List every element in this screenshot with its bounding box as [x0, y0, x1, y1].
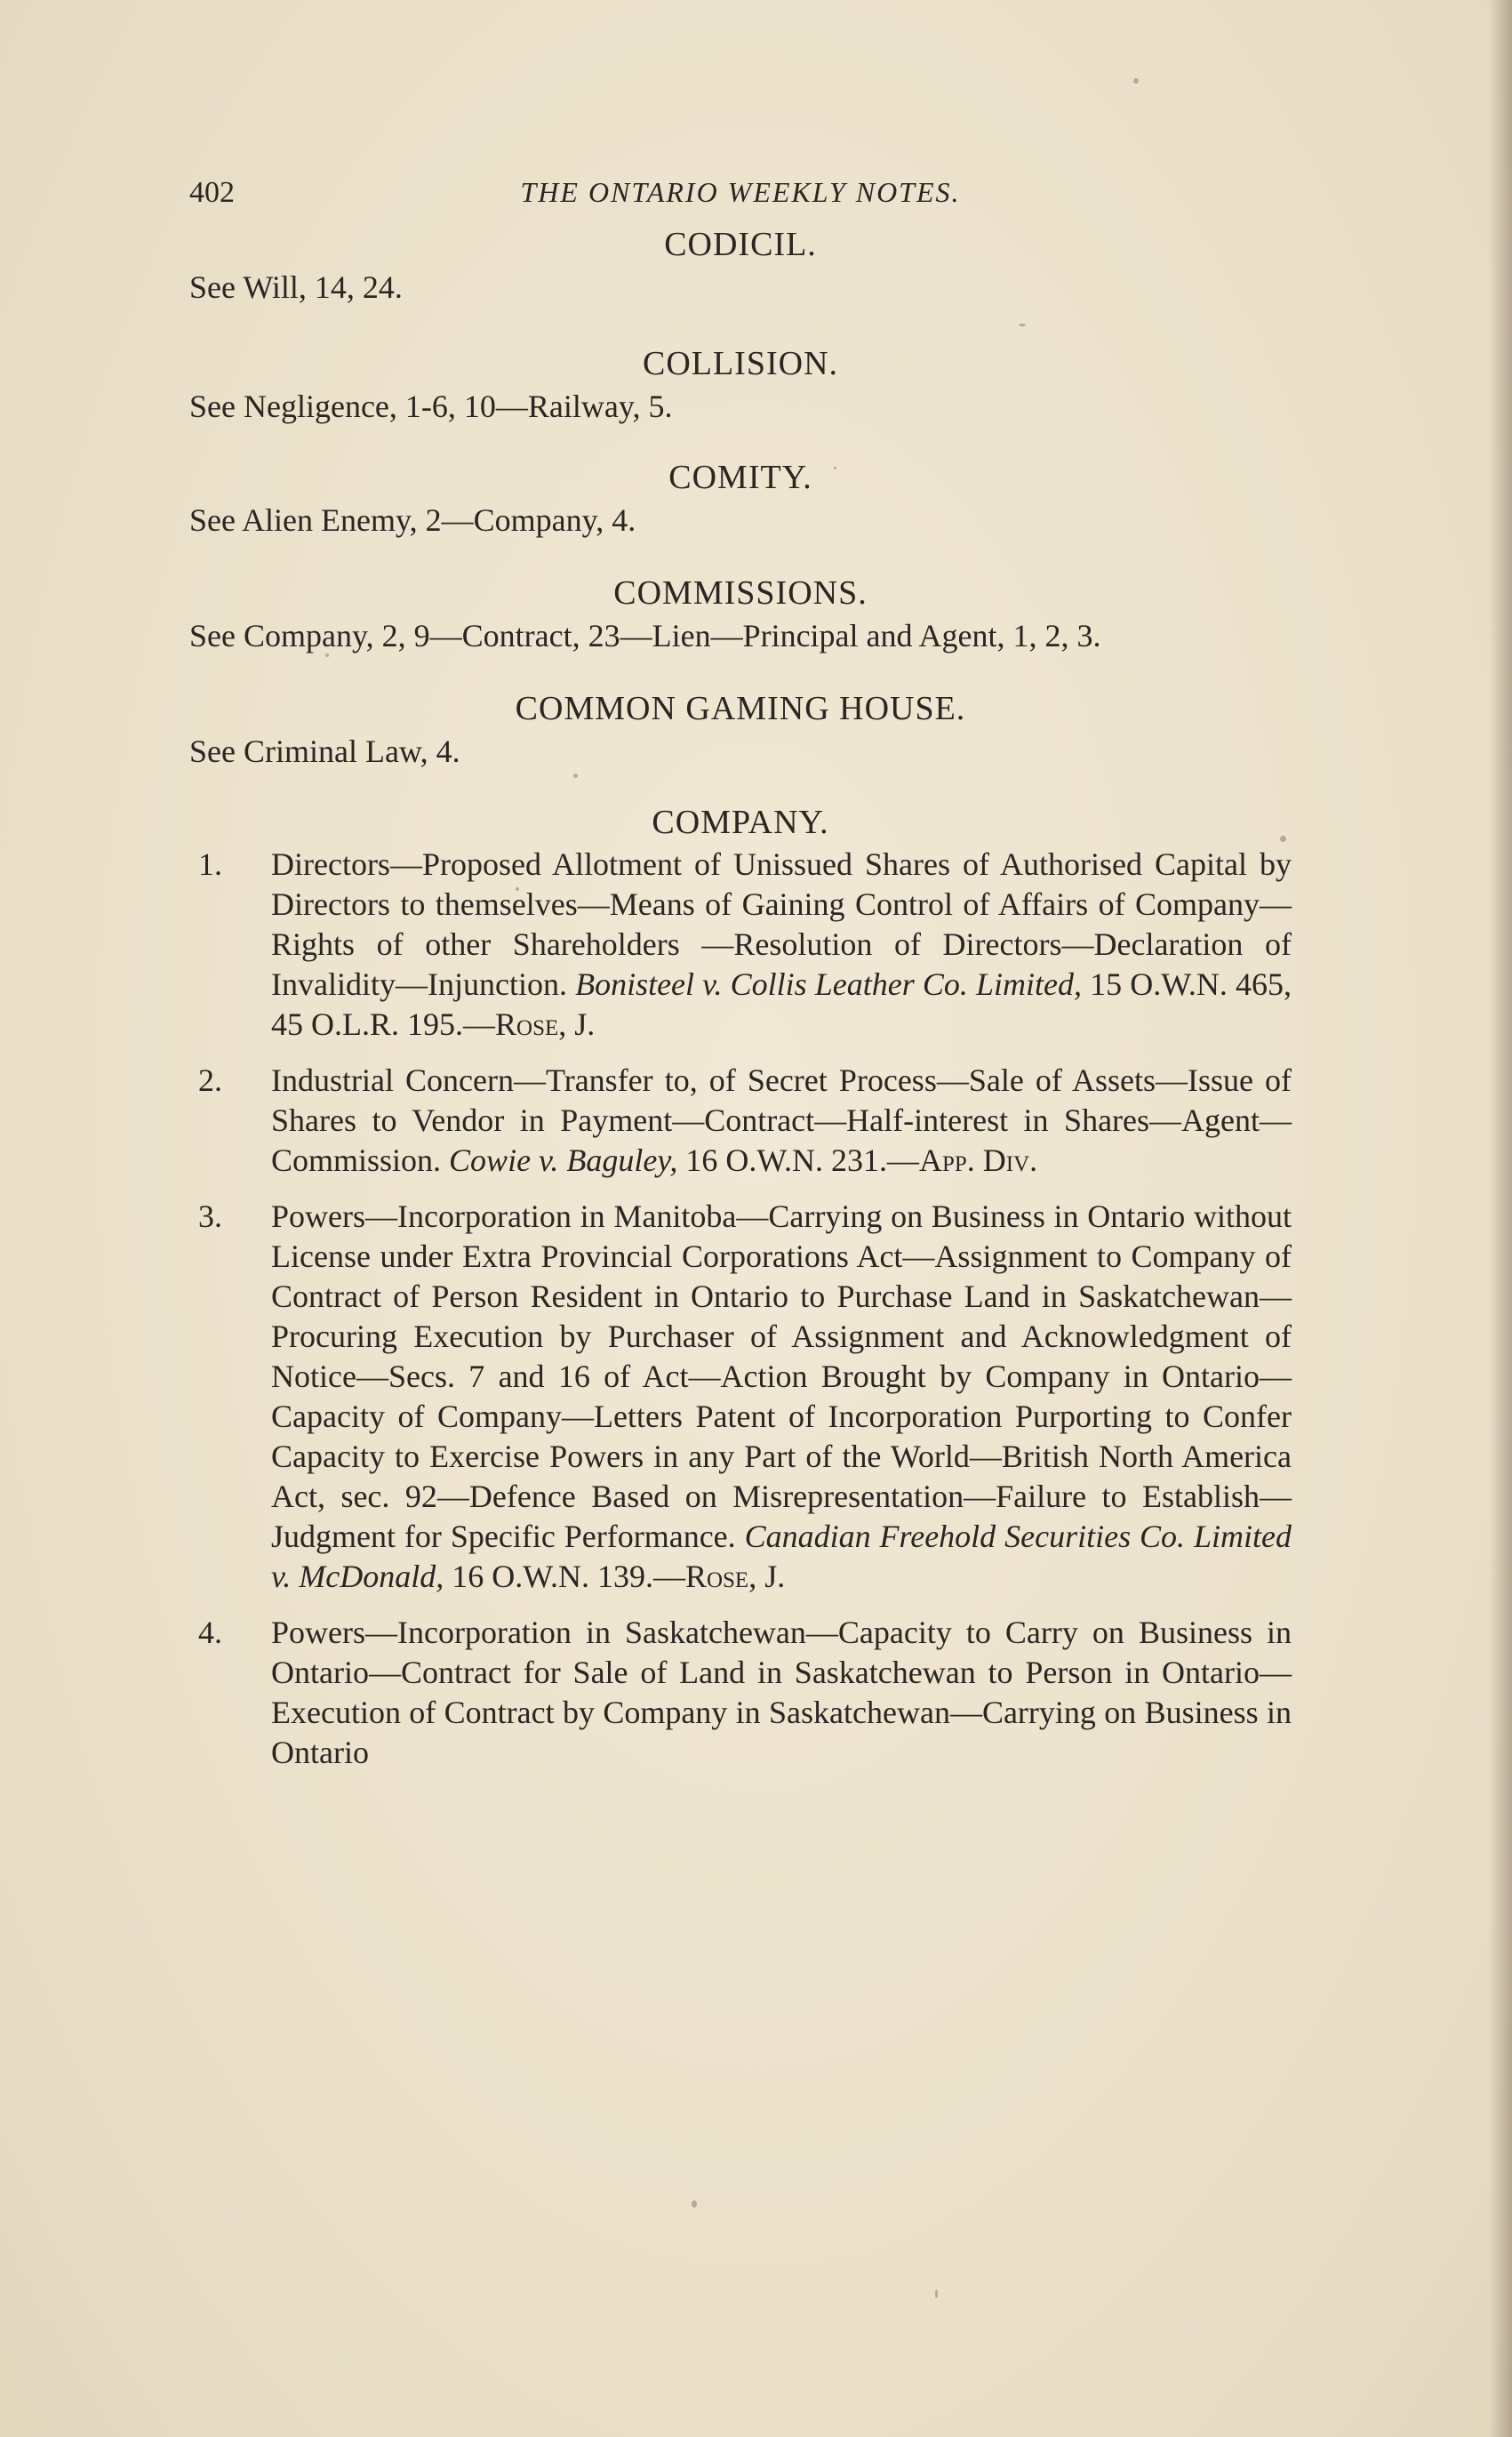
case-name: Canadian Freehold Securities Co. Limited v. McDonald, — [271, 1519, 1292, 1594]
paper-speck — [1133, 78, 1139, 84]
paper-speck — [935, 2289, 938, 2298]
index-entry — [189, 845, 1292, 1045]
section-heading: COLLISION. — [642, 345, 839, 382]
judge-name: App. Div. — [919, 1142, 1038, 1178]
judge-name: Rose, J. — [684, 1559, 786, 1594]
section-heading: COMMISSIONS. — [613, 574, 868, 612]
index-entry — [189, 1197, 1292, 1597]
section-heading: CODICIL. — [664, 226, 817, 263]
running-head — [189, 169, 1292, 222]
index-entry — [189, 1061, 1292, 1181]
cross-reference: See Criminal Law, 4. — [189, 734, 460, 769]
section-codicil — [189, 224, 1292, 308]
cross-reference: See Negligence, 1-6, 10—Railway, 5. — [189, 389, 673, 424]
entry-number: 4. — [198, 1615, 222, 1650]
case-citation: 16 O.W.N. 139.— — [444, 1559, 685, 1594]
paper-speck — [692, 2201, 697, 2208]
page-edge-shadow — [1489, 0, 1512, 2437]
case-citation: 15 O.W.N. 465, 45 O.L.R. 195.— — [271, 966, 1292, 1042]
entry-number: 1. — [198, 846, 222, 882]
entry-text: Powers—Incorporation in Saskatchewan—Capacity to Carry on Business in Ontario—Contract for Sale of Land in Saskatchewan to Person in Ontario—Execution of Contract by Company in Saskatchewan—Carrying on Business in Ontario — [271, 1615, 1292, 1770]
section-heading: COMMON GAMING HOUSE. — [515, 690, 966, 727]
section-collision — [189, 343, 1292, 427]
section-company — [189, 802, 1292, 1773]
cross-reference: See Will, 14, 24. — [189, 269, 403, 305]
section-heading: COMITY. — [668, 459, 812, 496]
case-name: Bonisteel v. Collis Leather Co. Limited, — [575, 966, 1082, 1002]
judge-name: Rose, J. — [495, 1006, 596, 1042]
page-number: 402 — [189, 176, 235, 209]
section-comity — [189, 457, 1292, 541]
entry-number: 2. — [198, 1062, 222, 1098]
entry-text: Powers—Incorporation in Manitoba—Carrying on Business in Ontario without License under Extra Provincial Corporations Act—Assignment to Company of Contract of Person Resident in Ontario to Purchase Land in Saskatchewan—Procuring Execution by Purchaser of Assignment and Acknowledgment of Notice—Secs. 7 and 16 of Act—Action Brought by Company in Ontario—Capacity of Company—Letters Patent of Incorporation Purporting to Confer Capacity to Exercise Powers in any Part of the World—British North America Act, sec. 92—Defence Based on Misrepresentation—Failure to Establish—Judgment for Specific Performance. — [271, 1198, 1292, 1554]
entry-text: Directors—Proposed Allotment of Unissued Shares of Authorised Capital by Directors to themselves—Means of Gaining Control of Affairs of Company—Rights of other Shareholders —Resolution of Directors—Declaration of Invalidity—Injunction. — [271, 846, 1292, 1002]
entry-number: 3. — [198, 1198, 222, 1234]
entry-text: Industrial Concern—Transfer to, of Secret Process—Sale of Assets—Issue of Shares to Vendor in Payment—Contract—Half-interest in Shares—Agent—Commission. — [271, 1062, 1292, 1178]
cross-reference: See Company, 2, 9—Contract, 23—Lien—Principal and Agent, 1, 2, 3. — [189, 618, 1101, 653]
index-entry — [189, 1613, 1292, 1773]
section-heading: COMPANY. — [652, 804, 829, 841]
section-commissions — [189, 573, 1292, 656]
cross-reference: See Alien Enemy, 2—Company, 4. — [189, 502, 636, 538]
section-common-gaming-house — [189, 688, 1292, 772]
journal-title: THE ONTARIO WEEKLY NOTES. — [520, 176, 961, 208]
case-citation: 16 O.W.N. 231.— — [677, 1142, 919, 1178]
index-page — [189, 169, 1292, 1773]
case-name: Cowie v. Baguley, — [449, 1142, 678, 1178]
